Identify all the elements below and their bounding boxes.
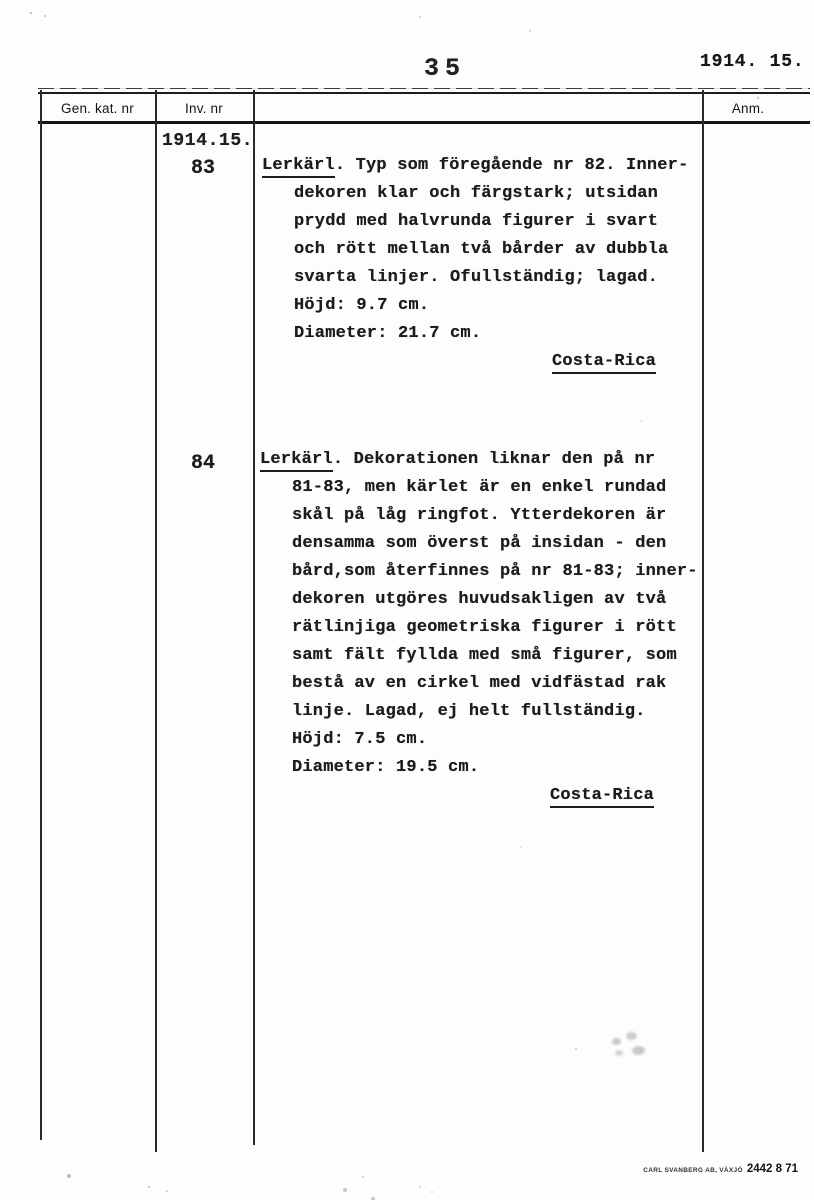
column-divider-gen-kat (155, 90, 157, 1152)
entry-origin-line (550, 782, 710, 810)
entry-title-rest: . Typ som föregående nr 82. Inner- (334, 156, 689, 175)
catalog-entry-83 (262, 152, 712, 376)
column-header-gen-kat-nr: Gen. kat. nr (61, 101, 134, 116)
column-header-inv-nr: Inv. nr (185, 101, 223, 116)
column-divider-inv-nr (253, 90, 255, 1145)
entry-text-line: dekoren utgöres huvudsakligen av två (292, 590, 667, 609)
entry-text-line: dekoren klar och färgstark; utsidan (294, 184, 659, 203)
entry-origin: Costa-Rica (552, 352, 656, 374)
table-top-border-thin (38, 88, 810, 89)
inventory-number-84: 84 (191, 452, 216, 475)
entry-title-rest: . Dekorationen liknar den på nr (332, 450, 656, 469)
entry-title-line (260, 446, 710, 474)
entry-text-line: skål på låg ringfot. Ytterdekoren är (292, 506, 667, 525)
entry-height-line: Höjd: 9.7 cm. (294, 296, 430, 315)
entry-text-line: bård,som återfinnes på nr 81-83; inner- (292, 562, 698, 581)
table-top-border (38, 92, 810, 94)
entry-title-line (262, 152, 712, 180)
column-header-anm: Anm. (731, 101, 765, 116)
printer-name: CARL SVANBERG AB, VÄXJÖ (643, 1167, 743, 1174)
entry-text-line: rätlinjiga geometriska figurer i rött (292, 618, 677, 637)
page-number: 35 (424, 54, 467, 83)
table-left-border (40, 90, 42, 1140)
entry-text-line: bestå av en cirkel med vidfästad rak (292, 674, 667, 693)
entry-title: Lerkärl (262, 156, 335, 178)
entry-diameter-line: Diameter: 21.7 cm. (294, 324, 482, 343)
entry-text-line: samt fält fyllda med små figurer, som (292, 646, 677, 665)
inventory-group-number: 1914.15. (162, 131, 254, 151)
scan-smudge (612, 1038, 621, 1045)
printer-imprint (643, 1159, 798, 1177)
catalog-entry-84 (260, 446, 710, 810)
scan-smudge (626, 1032, 637, 1040)
table-header-bottom-border (38, 121, 810, 124)
entry-title: Lerkärl (260, 450, 333, 472)
entry-origin: Costa-Rica (550, 786, 654, 808)
year-reference: 1914. 15. (700, 52, 805, 72)
entry-text-line: och rött mellan två bårder av dubbla (294, 240, 669, 259)
inventory-number-83: 83 (191, 157, 216, 180)
entry-text-line: densamma som överst på insidan - den (292, 534, 667, 553)
entry-text-line: prydd med halvrunda figurer i svart (294, 212, 659, 231)
printer-code: 2442 8 71 (746, 1163, 798, 1175)
scan-smudge (632, 1046, 645, 1055)
scan-smudge (615, 1050, 623, 1056)
entry-height-line: Höjd: 7.5 cm. (292, 730, 428, 749)
entry-text-line: 81-83, men kärlet är en enkel rundad (292, 478, 667, 497)
entry-text-line: svarta linjer. Ofullständig; lagad. (294, 268, 659, 287)
scan-noise-specks (0, 0, 2, 2)
entry-origin-line (552, 348, 712, 376)
entry-text-line: linje. Lagad, ej helt fullständig. (292, 702, 646, 721)
entry-diameter-line: Diameter: 19.5 cm. (292, 758, 480, 777)
